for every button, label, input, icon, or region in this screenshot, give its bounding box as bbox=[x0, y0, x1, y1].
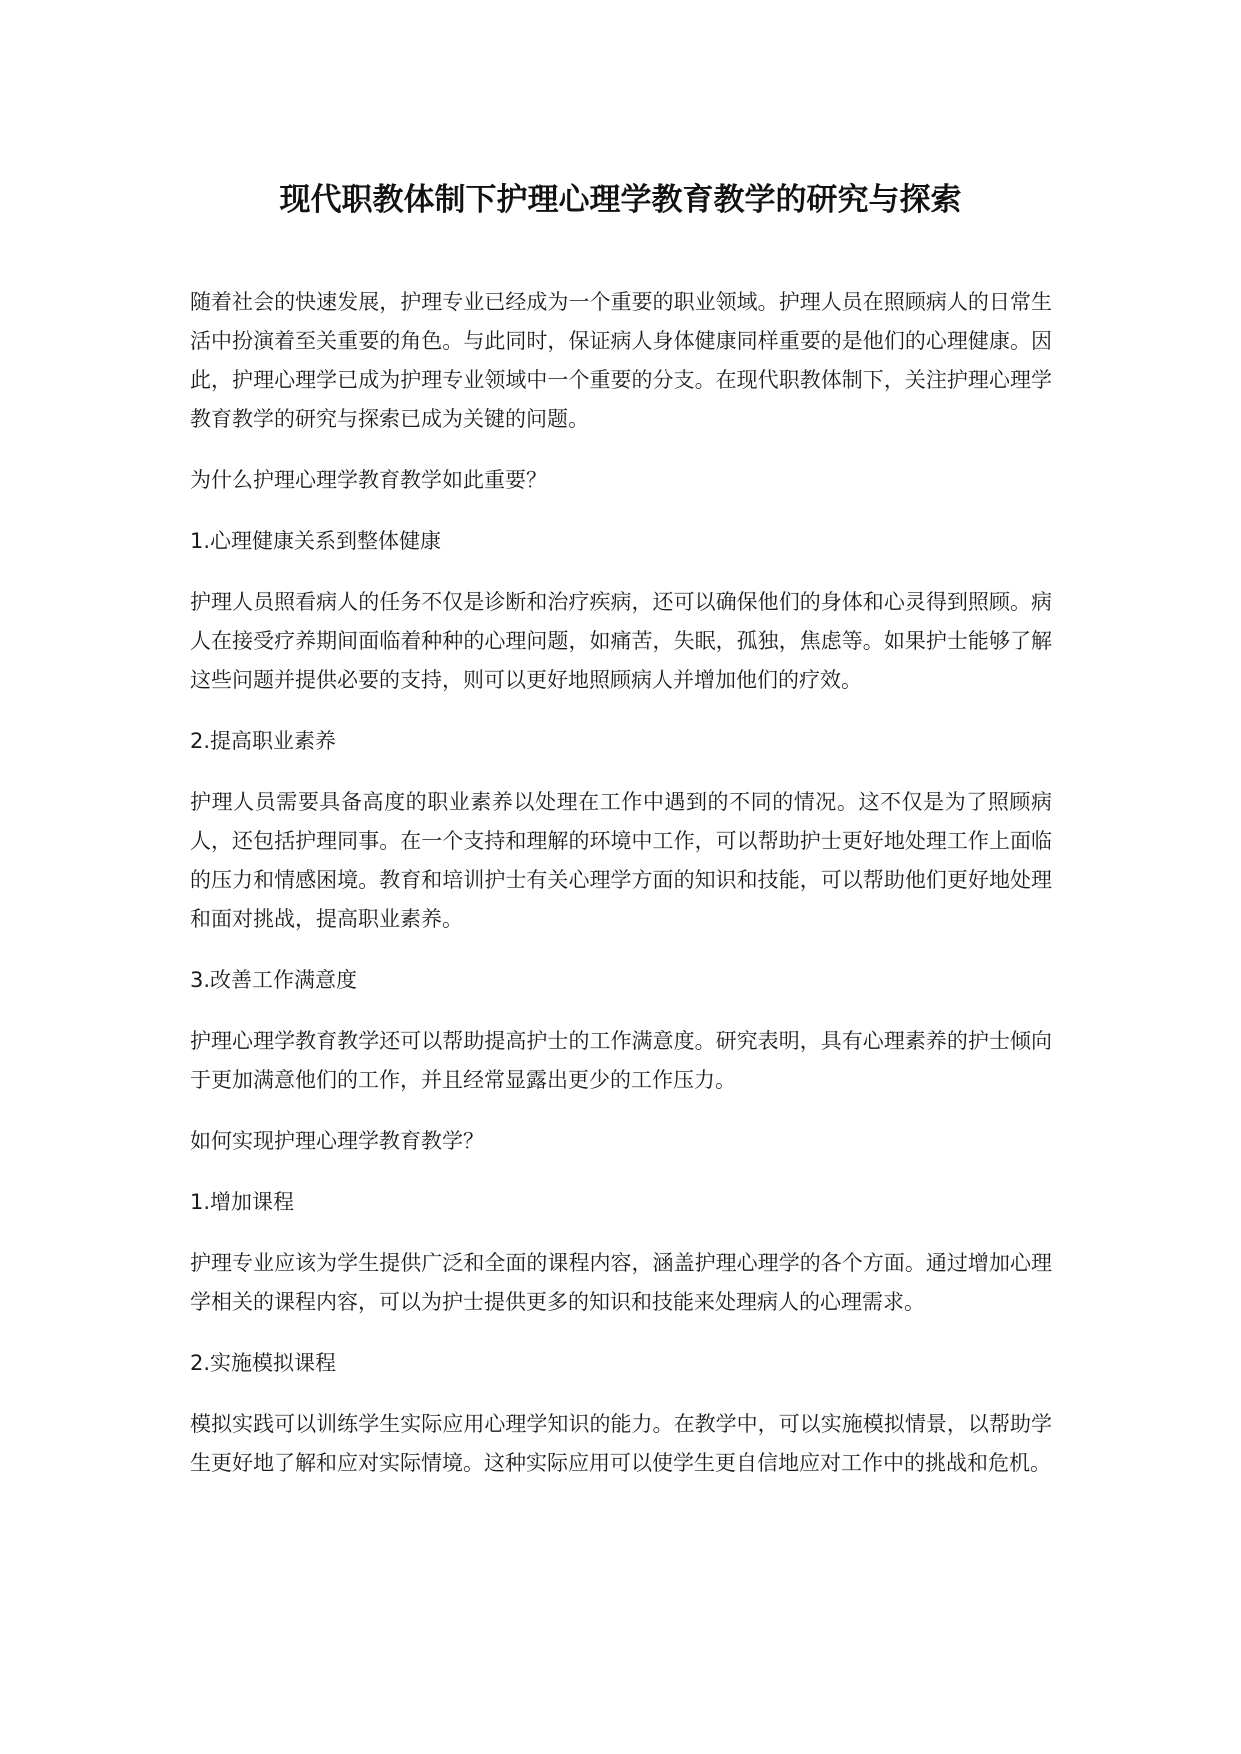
paragraph-professionalism: 护理人员需要具备高度的职业素养以处理在工作中遇到的不同的情况。这不仅是为了照顾病人，还包括护理同事。在一个支持和理解的环境中工作，可以帮助护士更好地处理工作上面临的压力和情感困境。教育和培训护士有关心理学方面的知识和技能，可以帮助他们更好地处理和面对挑战，提高职业素养。 bbox=[190, 790, 1052, 931]
subheading-satisfaction: 3.改善工作满意度 bbox=[190, 968, 358, 992]
subheading-simulation: 2.实施模拟课程 bbox=[190, 1351, 337, 1375]
subheading-courses: 1.增加课程 bbox=[190, 1190, 295, 1214]
paragraph-mental-health: 护理人员照看病人的任务不仅是诊断和治疗疾病，还可以确保他们的身体和心灵得到照顾。病人在接受疗养期间面临着种种的心理问题，如痛苦，失眠，孤独，焦虑等。如果护士能够了解这些问题并提供必要的支持，则可以更好地照顾病人并增加他们的疗效。 bbox=[190, 590, 1052, 692]
subheading-mental-health: 1.心理健康关系到整体健康 bbox=[190, 529, 442, 553]
document-body bbox=[190, 283, 1052, 1505]
paragraph-simulation: 模拟实践可以训练学生实际应用心理学知识的能力。在教学中，可以实施模拟情景，以帮助学生更好地了解和应对实际情境。这种实际应用可以使学生更自信地应对工作中的挑战和危机。 bbox=[190, 1412, 1052, 1475]
paragraph-intro: 随着社会的快速发展，护理专业已经成为一个重要的职业领域。护理人员在照顾病人的日常生活中扮演着至关重要的角色。与此同时，保证病人身体健康同样重要的是他们的心理健康。因此，护理心理学已成为护理专业领域中一个重要的分支。在现代职教体制下，关注护理心理学教育教学的研究与探索已成为关键的问题。 bbox=[190, 290, 1052, 431]
paragraph-courses: 护理专业应该为学生提供广泛和全面的课程内容，涵盖护理心理学的各个方面。通过增加心理学相关的课程内容，可以为护士提供更多的知识和技能来处理病人的心理需求。 bbox=[190, 1251, 1052, 1314]
section-heading-why: 为什么护理心理学教育教学如此重要？ bbox=[190, 468, 547, 492]
section-heading-how: 如何实现护理心理学教育教学？ bbox=[190, 1129, 484, 1153]
paragraph-satisfaction: 护理心理学教育教学还可以帮助提高护士的工作满意度。研究表明，具有心理素养的护士倾向于更加满意他们的工作，并且经常显露出更少的工作压力。 bbox=[190, 1029, 1052, 1092]
subheading-professionalism: 2.提高职业素养 bbox=[190, 729, 337, 753]
document-title: 现代职教体制下护理心理学教育教学的研究与探索 bbox=[279, 182, 962, 218]
